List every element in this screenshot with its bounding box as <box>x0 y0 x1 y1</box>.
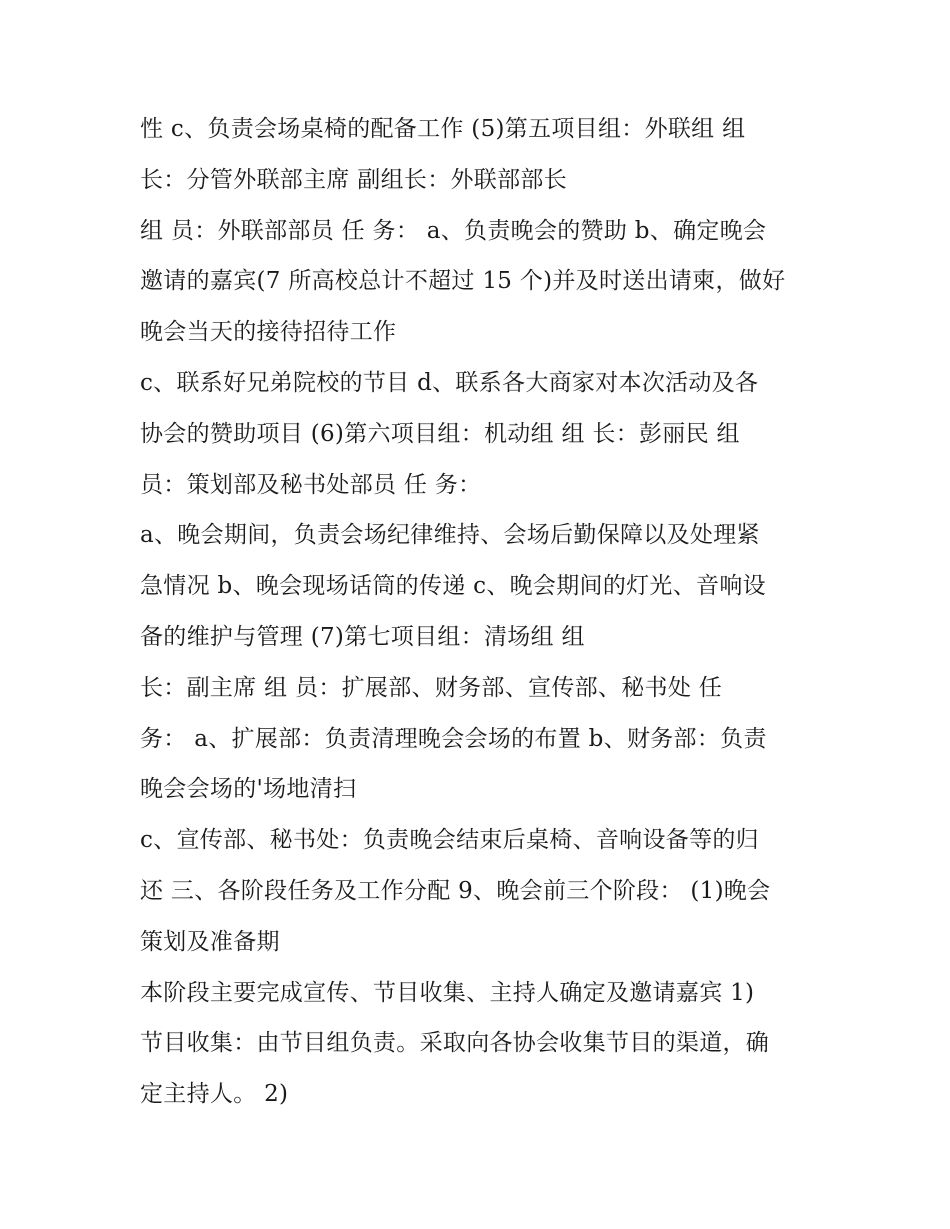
text-line-2: 长：分管外联部主席 副组长：外联部部长 <box>140 166 568 193</box>
text-line-14: 晚会会场的'场地清扫 <box>140 776 357 803</box>
text-line-1: 性 c、负责会场桌椅的配备工作 (5)第五项目组：外联组 组 <box>140 116 746 142</box>
text-line-12: 长：副主席 组 员：扩展部、财务部、宣传部、秘书处 任 <box>140 674 723 701</box>
text-line-4: 邀请的嘉宾(7 所高校总计不超过 15 个)并及时送出请柬，做好 <box>140 268 786 295</box>
text-line-3: 组 员：外联部部员 任 务： a、负责晚会的赞助 b、确定晚会 <box>140 217 767 244</box>
text-line-6: c、联系好兄弟院校的节目 d、联系各大商家对本次活动及各 <box>140 369 759 396</box>
text-line-7: 协会的赞助项目 (6)第六项目组：机动组 组 长：彭丽民 组 <box>140 420 740 447</box>
text-line-19: 节目收集：由节目组负责。采取向各协会收集节目的渠道，确 <box>140 1030 770 1057</box>
text-line-15: c、宣传部、秘书处：负责晚会结束后桌椅、音响设备等的归 <box>140 827 759 854</box>
text-line-11: 备的维护与管理 (7)第七项目组：清场组 组 <box>140 623 585 650</box>
text-line-13: 务： a、扩展部：负责清理晚会会场的布置 b、财务部：负责 <box>140 725 767 752</box>
text-line-16: 还 三、各阶段任务及工作分配 9、晚会前三个阶段： (1)晚会 <box>140 877 771 904</box>
text-line-18: 本阶段主要完成宣传、节目收集、主持人确定及邀请嘉宾 1) <box>140 979 755 1006</box>
text-line-5: 晚会当天的接待招待工作 <box>140 319 397 346</box>
text-line-9: a、晚会期间，负责会场纪律维持、会场后勤保障以及处理紧 <box>140 522 760 549</box>
text-line-10: 急情况 b、晚会现场话筒的传递 c、晚会期间的灯光、音响设 <box>140 573 766 600</box>
text-line-20: 定主持人。 2) <box>140 1081 289 1108</box>
body-text <box>140 104 820 1120</box>
text-line-8: 员：策划部及秘书处部员 任 务： <box>140 471 482 498</box>
text-line-17: 策划及准备期 <box>140 928 280 955</box>
